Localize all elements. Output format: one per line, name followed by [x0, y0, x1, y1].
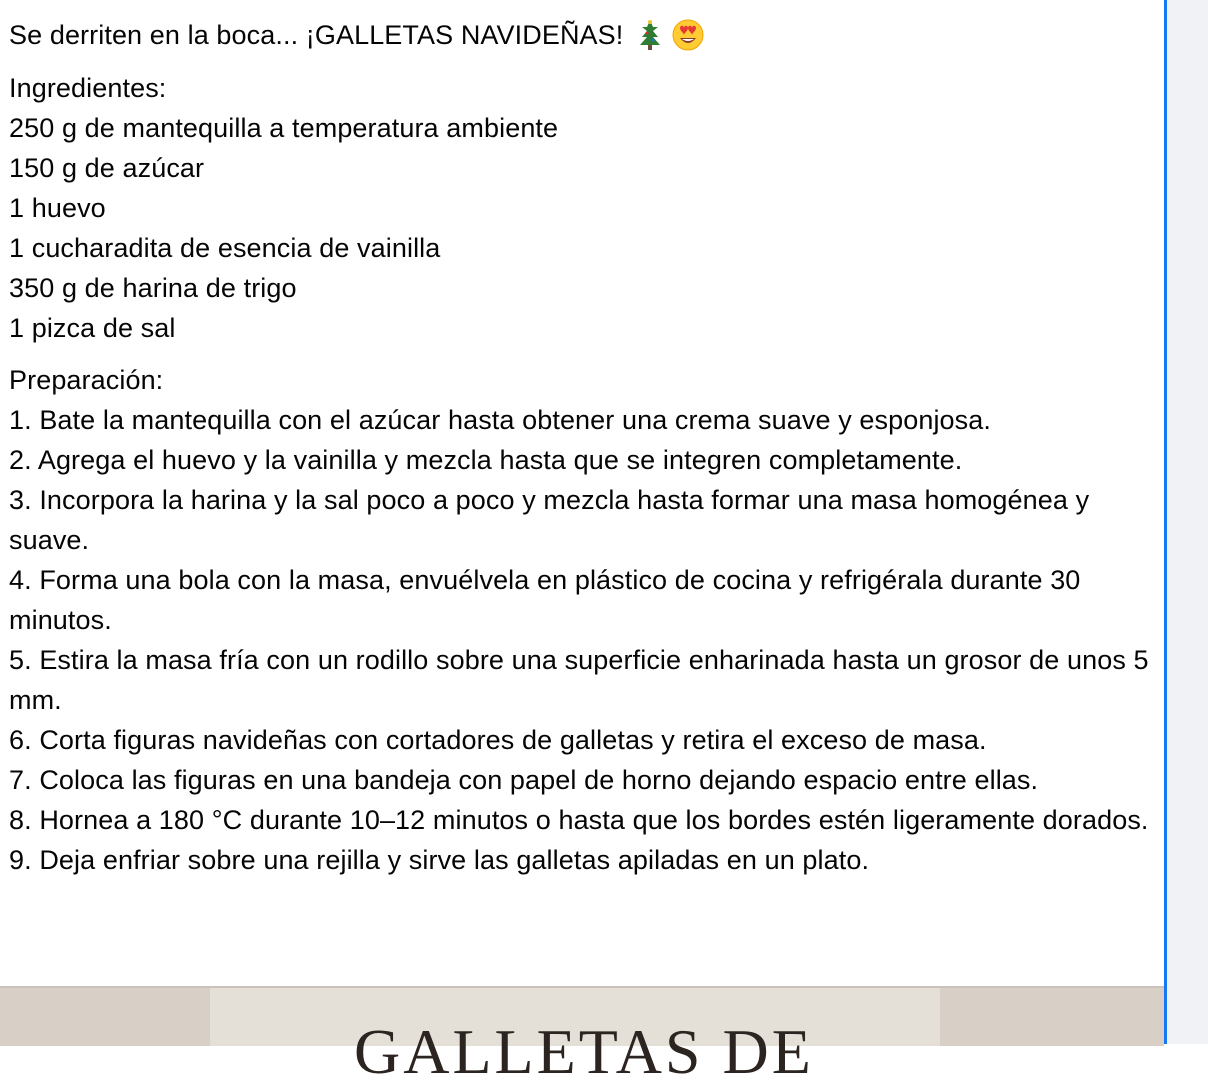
preparation-step: 4. Forma una bola con la masa, envuélvela en plástico de cocina y refrigérala durante 30 minutos. — [9, 565, 1081, 635]
ingredient-item: 1 huevo — [9, 193, 106, 223]
post-title-line — [9, 14, 1159, 56]
ingredients-list — [9, 108, 1159, 348]
preparation-step: 9. Deja enfriar sobre una rejilla y sirve las galletas apiladas en un plato. — [9, 845, 870, 875]
ingredient-item: 150 g de azúcar — [9, 153, 205, 183]
heart-eyes-face-icon — [671, 18, 705, 52]
preparation-heading: Preparación: — [9, 365, 164, 395]
preparation-step: 8. Hornea a 180 °C durante 10–12 minutos o hasta que los bordes estén ligeramente dorados. — [9, 805, 1149, 835]
christmas-tree-icon — [637, 18, 663, 52]
preparation-step: 6. Corta figuras navideñas con cortadores de galletas y retira el exceso de masa. — [9, 725, 987, 755]
preparation-step: 2. Agrega el huevo y la vainilla y mezcla hasta que se integren completamente. — [9, 445, 963, 475]
ingredient-item: 1 cucharadita de esencia de vainilla — [9, 233, 441, 263]
post-image-title-text: GALLETAS DE — [354, 1016, 814, 1087]
preparation-step: 5. Estira la masa fría con un rodillo sobre una superficie enharinada hasta un grosor de unos 5 mm. — [9, 645, 1149, 715]
feed-background — [1167, 0, 1208, 1044]
preparation-step: 1. Bate la mantequilla con el azúcar hasta obtener una crema suave y esponjosa. — [9, 405, 991, 435]
post-text — [9, 14, 1159, 880]
ingredients-heading: Ingredientes: — [9, 73, 167, 103]
ingredient-item: 1 pizca de sal — [9, 313, 176, 343]
post-title: Se derriten en la boca... ¡GALLETAS NAVIDEÑAS! — [9, 20, 624, 50]
preparation-step: 7. Coloca las figuras en una bandeja con papel de horno dejando espacio entre ellas. — [9, 765, 1039, 795]
preparation-step: 3. Incorpora la harina y la sal poco a poco y mezcla hasta formar una masa homogénea y suave. — [9, 485, 1090, 555]
ingredient-item: 250 g de mantequilla a temperatura ambiente — [9, 113, 559, 143]
post-image-preview[interactable] — [0, 986, 1164, 1087]
ingredient-item: 350 g de harina de trigo — [9, 273, 297, 303]
preparation-steps-list — [9, 400, 1159, 880]
